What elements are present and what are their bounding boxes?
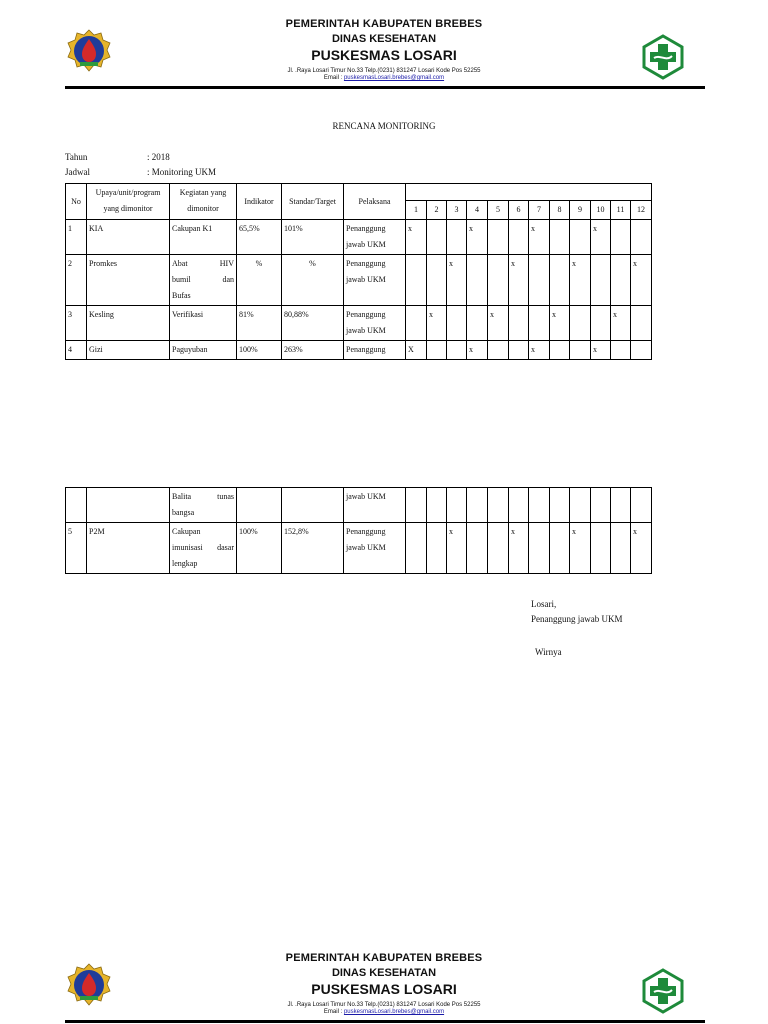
header-month-7: 7 [529,201,550,220]
email-link[interactable]: puskesmasLosari.brebes@gmail.com [343,1009,445,1015]
cell-month-mark: x [611,306,631,341]
cell-kegiatan-line: Bufas [172,291,191,300]
table-row [66,341,652,360]
email-link[interactable]: puskesmasLosari.brebes@gmail.com [343,75,445,81]
cell-no [66,488,87,523]
header-month-5: 5 [488,201,509,220]
cell-month-mark [631,341,652,360]
cell-indikator: % [237,255,282,306]
letterhead-government: PEMERINTAH KABUPATEN BREBES [285,952,483,964]
cell-month-mark: x [631,255,652,306]
cell-no: 3 [66,306,87,341]
table-row [66,488,652,523]
header-kegiatan: Kegiatan yang dimonitor [170,184,237,220]
letterhead-institution: PUSKESMAS LOSARI [311,47,457,63]
cell-month-mark [570,488,591,523]
cell-pelaksana-line: Penanggung [346,310,386,319]
cell-month-mark: x [447,255,467,306]
cell-pelaksana [344,255,406,306]
cell-month-mark [406,255,427,306]
monitoring-table [65,183,652,360]
jadwal-label: Jadwal [65,167,90,177]
cell-kegiatan-line: imunisasi dasar [172,543,234,552]
letterhead-top [0,16,768,86]
cell-month-mark [570,341,591,360]
letterhead-institution: PUSKESMAS LOSARI [311,981,457,997]
cell-month-mark: x [488,306,509,341]
cell-month-mark: x [406,220,427,255]
header-months-group [406,184,652,201]
table-row [66,306,652,341]
cell-standar: 263% [282,341,344,360]
cell-standar: % [282,255,344,306]
cell-standar: 101% [282,220,344,255]
cell-pelaksana [344,220,406,255]
cell-month-mark [611,255,631,306]
cell-month-mark [509,220,529,255]
cell-month-mark [611,341,631,360]
cell-pelaksana-line: Penanggung [346,259,386,268]
signature-role: Penanggung jawab UKM [531,614,623,624]
cell-month-mark [529,523,550,574]
cell-upaya [87,488,170,523]
cell-month-mark [509,488,529,523]
signature-place: Losari, [531,599,557,609]
letterhead-address: Jl. .Raya Losari Timur No.33 Telp.(0231) 831247 Losari Kode Pos 52255 [287,1002,481,1008]
cell-month-mark [529,255,550,306]
cell-kegiatan-line: Paguyuban [172,345,208,354]
cell-kegiatan [170,488,237,523]
cell-standar: 152,8% [282,523,344,574]
cell-month-mark [550,488,570,523]
cell-kegiatan-line: bangsa [172,508,195,517]
cell-month-mark [488,220,509,255]
cell-kegiatan-line: Balita tunas [172,492,234,501]
cell-kegiatan-line: Cakupan [172,527,201,536]
header-month-9: 9 [570,201,591,220]
letterhead-rule [65,1020,705,1023]
cell-upaya: Gizi [87,341,170,360]
cell-upaya: Kesling [87,306,170,341]
document-title: RENCANA MONITORING [332,121,436,131]
cell-kegiatan-line: lengkap [172,559,198,568]
cell-standar: 80,88% [282,306,344,341]
cell-month-mark [427,488,447,523]
cell-month-mark [550,220,570,255]
puskesmas-cross-logo-icon [640,968,686,1014]
cell-kegiatan [170,306,237,341]
cell-kegiatan [170,220,237,255]
cell-no: 5 [66,523,87,574]
cell-indikator: 100% [237,341,282,360]
cell-month-mark [447,220,467,255]
cell-kegiatan-line: Cakupan K1 [172,224,213,233]
cell-no: 4 [66,341,87,360]
cell-month-mark [591,255,611,306]
cell-pelaksana-line: jawab UKM [346,240,386,249]
meta-jadwal [65,167,216,177]
cell-pelaksana-line: Penanggung [346,527,386,536]
cell-month-mark [467,523,488,574]
letterhead-government: PEMERINTAH KABUPATEN BREBES [285,18,483,30]
cell-month-mark [631,306,652,341]
cell-upaya: P2M [87,523,170,574]
cell-kegiatan-line: bumil dan [172,275,234,284]
cell-month-mark [467,306,488,341]
cell-month-mark [447,341,467,360]
cell-pelaksana-line: jawab UKM [346,543,386,552]
cell-month-mark [591,523,611,574]
cell-month-mark [447,306,467,341]
cell-month-mark [550,523,570,574]
cell-pelaksana-line: Penanggung [346,345,386,354]
cell-month-mark [591,306,611,341]
cell-month-mark: x [591,341,611,360]
cell-month-mark [509,341,529,360]
jadwal-value: : Monitoring UKM [147,167,217,177]
cell-month-mark: X [406,341,427,360]
email-label: Email : [323,1009,344,1015]
cell-month-mark: x [509,255,529,306]
cell-pelaksana [344,523,406,574]
cell-month-mark [406,306,427,341]
cell-indikator: 65,5% [237,220,282,255]
header-month-10: 10 [591,201,611,220]
cell-kegiatan-line: Verifikasi [172,310,204,319]
meta-tahun [65,152,170,162]
cell-month-mark: x [570,255,591,306]
email-label: Email : [323,75,344,81]
cell-month-mark: x [570,523,591,574]
cell-month-mark [427,220,447,255]
cell-month-mark [631,488,652,523]
tahun-value: : 2018 [147,152,170,162]
cell-month-mark: x [467,220,488,255]
cell-month-mark [447,488,467,523]
cell-month-mark [488,523,509,574]
cell-month-mark [591,488,611,523]
cell-no: 1 [66,220,87,255]
cell-kegiatan-line: Abat HIV [172,259,234,268]
header-month-8: 8 [550,201,570,220]
table-row [66,220,652,255]
cell-month-mark [406,523,427,574]
cell-pelaksana-line: jawab UKM [346,326,386,335]
header-upaya: Upaya/unit/program yang dimonitor [87,184,170,220]
signature-name: Wirnya [535,647,562,657]
cell-indikator: 100% [237,523,282,574]
cell-month-mark: x [509,523,529,574]
cell-month-mark [611,488,631,523]
cell-month-mark [570,220,591,255]
cell-month-mark: x [529,220,550,255]
cell-month-mark [406,488,427,523]
header-month-12: 12 [631,201,652,220]
cell-standar [282,488,344,523]
cell-month-mark [488,341,509,360]
cell-month-mark [611,220,631,255]
cell-upaya: KIA [87,220,170,255]
cell-pelaksana [344,341,406,360]
cell-kegiatan [170,341,237,360]
header-no: No [66,184,87,220]
letterhead-bottom [0,950,768,1020]
letterhead-address: Jl. .Raya Losari Timur No.33 Telp.(0231) 831247 Losari Kode Pos 52255 [287,68,481,74]
cell-month-mark [488,488,509,523]
header-month-11: 11 [611,201,631,220]
puskesmas-cross-logo-icon [640,34,686,80]
letterhead-department: DINAS KESEHATAN [331,967,437,979]
table-row [66,255,652,306]
cell-pelaksana [344,306,406,341]
header-standar: Standar/Target [282,184,344,220]
cell-month-mark [488,255,509,306]
cell-month-mark [467,488,488,523]
cell-month-mark [427,255,447,306]
letterhead-rule [65,86,705,89]
cell-month-mark [509,306,529,341]
header-month-3: 3 [447,201,467,220]
cell-month-mark [570,306,591,341]
header-month-4: 4 [467,201,488,220]
cell-month-mark [631,220,652,255]
cell-month-mark [550,341,570,360]
header-pelaksana: Pelaksana [344,184,406,220]
header-month-1: 1 [406,201,427,220]
cell-kegiatan [170,255,237,306]
cell-month-mark: x [529,341,550,360]
cell-pelaksana-line: jawab UKM [346,492,386,501]
cell-month-mark [427,341,447,360]
cell-indikator [237,488,282,523]
cell-pelaksana [344,488,406,523]
cell-month-mark [611,523,631,574]
cell-month-mark: x [467,341,488,360]
cell-month-mark [550,255,570,306]
cell-month-mark [529,306,550,341]
cell-indikator: 81% [237,306,282,341]
header-month-6: 6 [509,201,529,220]
cell-month-mark: x [427,306,447,341]
cell-month-mark: x [591,220,611,255]
cell-kegiatan [170,523,237,574]
header-month-2: 2 [427,201,447,220]
header-indikator: Indikator [237,184,282,220]
cell-pelaksana-line: jawab UKM [346,275,386,284]
cell-month-mark: x [550,306,570,341]
cell-pelaksana-line: Penanggung [346,224,386,233]
monitoring-table-continued [65,487,652,574]
tahun-label: Tahun [65,152,88,162]
letterhead-department: DINAS KESEHATAN [331,33,437,45]
cell-month-mark: x [631,523,652,574]
cell-month-mark [467,255,488,306]
cell-month-mark [427,523,447,574]
table-row [66,523,652,574]
cell-month-mark: x [447,523,467,574]
cell-no: 2 [66,255,87,306]
cell-month-mark [529,488,550,523]
cell-upaya: Promkes [87,255,170,306]
